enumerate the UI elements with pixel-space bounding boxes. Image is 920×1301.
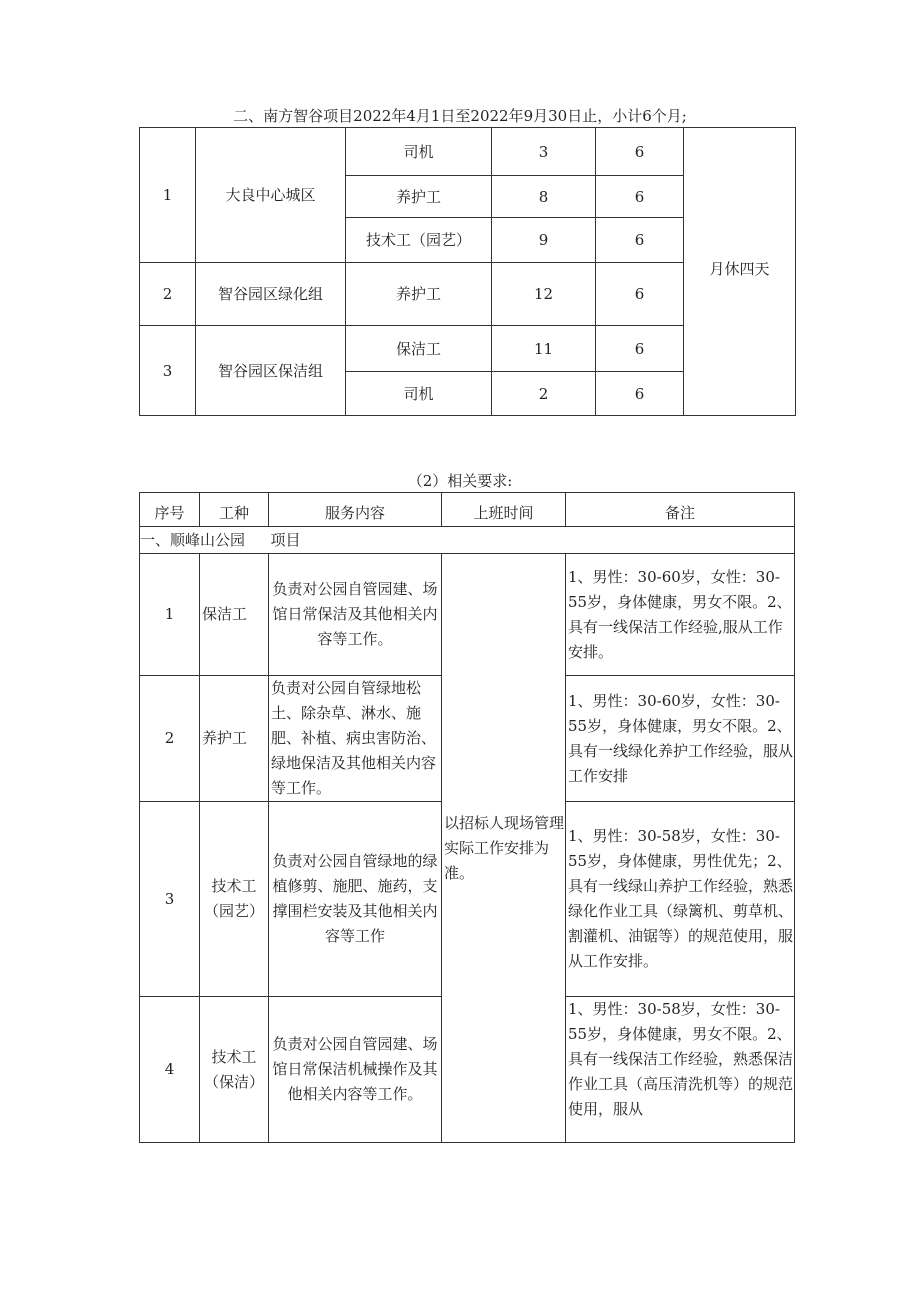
job-type: 养护工 — [346, 263, 492, 326]
header-row — [140, 493, 795, 527]
remark: 1、男性：30-60岁，女性：30-55岁，身体健康，男女不限。2、具有一线绿化养护工作经验，服从工作安排 — [566, 676, 795, 802]
headcount: 12 — [492, 263, 596, 326]
header-type: 工种 — [200, 493, 269, 527]
section2-caption: （2）相关要求: — [407, 472, 513, 490]
months: 6 — [596, 176, 684, 218]
section1-caption: 二、南方智谷项目2022年4月1日至2022年9月30日止，小计6个月; — [233, 107, 687, 125]
table-row — [140, 554, 795, 676]
service-content: 负责对公园自管绿地松土、除杂草、淋水、施肥、补植、病虫害防治、绿地保洁及其他相关内容等工作。 — [269, 676, 442, 802]
months: 6 — [596, 218, 684, 263]
header-content: 服务内容 — [269, 493, 442, 527]
remark: 1、男性：30-58岁，女性：30-55岁，身体健康，男女不限。2、具有一线保洁工作经验，熟悉保洁作业工具（高压清洗机等）的规范使用，服从 — [566, 997, 795, 1143]
header-schedule: 上班时间 — [442, 493, 566, 527]
header-remark: 备注 — [566, 493, 795, 527]
job-type: 技术工（园艺） — [200, 802, 269, 997]
row-number: 2 — [140, 676, 200, 802]
work-schedule: 以招标人现场管理实际工作安排为准。 — [442, 554, 566, 1143]
months: 6 — [596, 372, 684, 416]
leave-note: 月休四天 — [684, 128, 796, 416]
job-type: 技术工（园艺） — [346, 218, 492, 263]
row-number: 4 — [140, 997, 200, 1143]
remark: 1、男性：30-60岁，女性：30-55岁，身体健康，男女不限。2、具有一线保洁工作经验,服从工作安排。 — [566, 554, 795, 676]
header-no: 序号 — [140, 493, 200, 527]
job-type: 司机 — [346, 128, 492, 176]
table-row — [140, 128, 796, 176]
months: 6 — [596, 128, 684, 176]
service-content: 负责对公园自管绿地的绿植修剪、施肥、施药，支撑围栏安装及其他相关内容等工作 — [269, 802, 442, 997]
area-name: 智谷园区保洁组 — [196, 326, 346, 416]
subheader-park: 一、顺峰山公园 — [140, 527, 269, 554]
row-number: 1 — [140, 128, 196, 263]
job-type: 养护工 — [200, 676, 269, 802]
subheader-row — [140, 527, 795, 554]
row-number: 1 — [140, 554, 200, 676]
remark: 1、男性：30-58岁，女性：30-55岁，身体健康，男性优先；2、具有一线绿山养护工作经验，熟悉绿化作业工具（绿篱机、剪草机、割灌机、油锯等）的规范使用，服从工作安排。 — [566, 802, 795, 997]
months: 6 — [596, 326, 684, 372]
staffing-table — [139, 127, 796, 416]
headcount: 11 — [492, 326, 596, 372]
job-type: 技术工（保洁） — [200, 997, 269, 1143]
requirements-table — [139, 492, 795, 1143]
job-type: 保洁工 — [346, 326, 492, 372]
job-type: 司机 — [346, 372, 492, 416]
job-type: 保洁工 — [200, 554, 269, 676]
headcount: 2 — [492, 372, 596, 416]
row-number: 3 — [140, 802, 200, 997]
headcount: 3 — [492, 128, 596, 176]
subheader-project: 项目 — [269, 527, 795, 554]
headcount: 9 — [492, 218, 596, 263]
row-number: 2 — [140, 263, 196, 326]
area-name: 大良中心城区 — [196, 128, 346, 263]
months: 6 — [596, 263, 684, 326]
job-type: 养护工 — [346, 176, 492, 218]
service-content: 负责对公园自管园建、场馆日常保洁及其他相关内容等工作。 — [269, 554, 442, 676]
area-name: 智谷园区绿化组 — [196, 263, 346, 326]
headcount: 8 — [492, 176, 596, 218]
row-number: 3 — [140, 326, 196, 416]
service-content: 负责对公园自管园建、场馆日常保洁机械操作及其他相关内容等工作。 — [269, 997, 442, 1143]
